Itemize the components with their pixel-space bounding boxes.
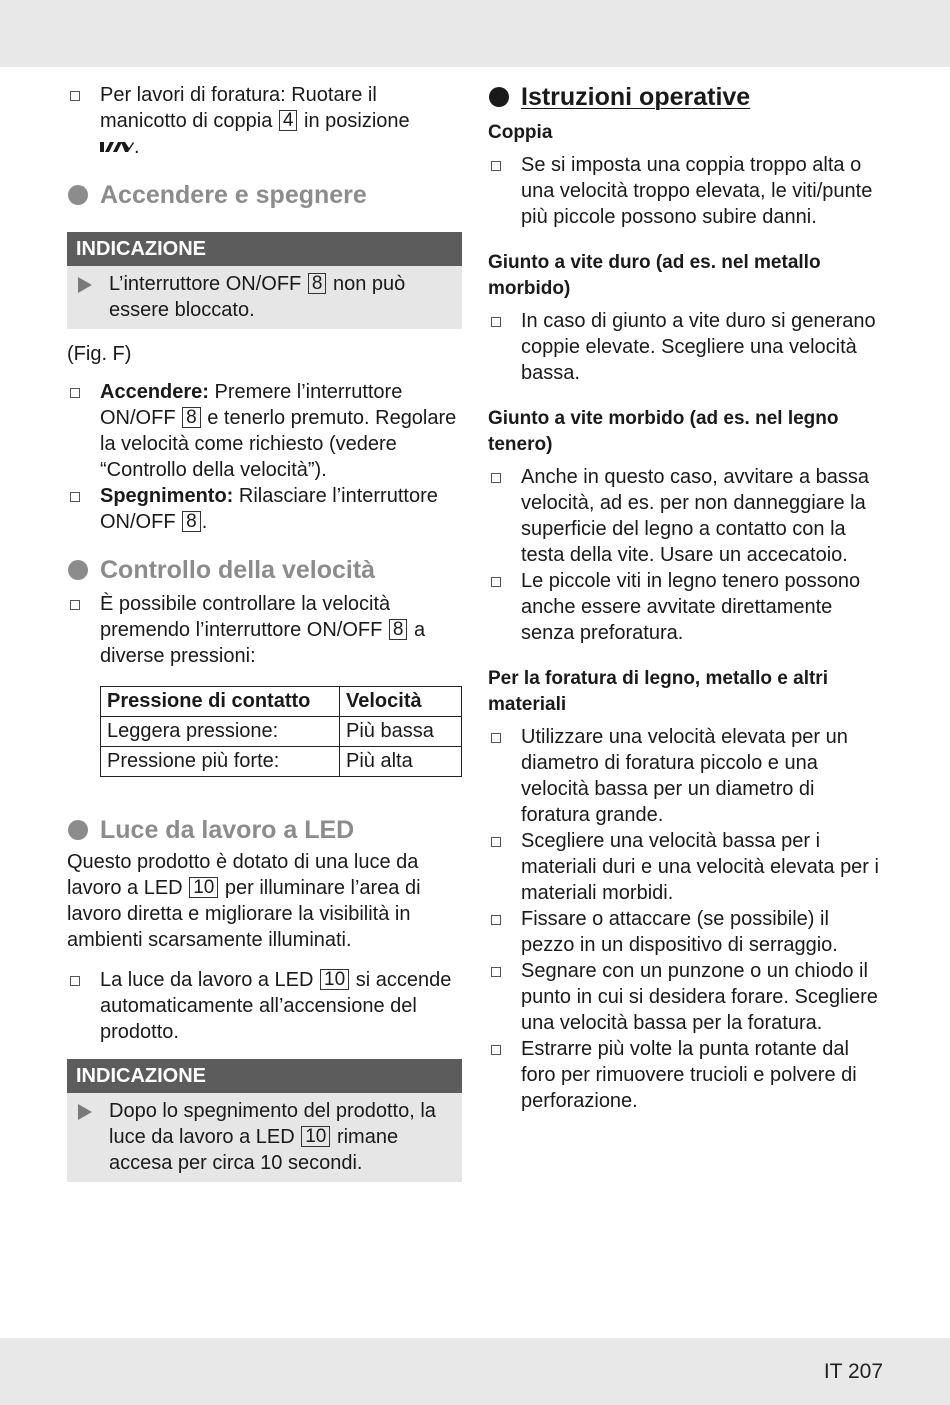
filled-circle-icon [68,560,88,580]
table-cell: Pressione più forte: [101,747,340,777]
left-column [67,82,462,1182]
list-item: Le piccole viti in legno tenero possono anche essere avvitate direttamente senza preforatura. [488,568,883,646]
checkbox-bullet-icon [70,600,80,610]
part-number: 10 [189,877,218,898]
note-title: INDICAZIONE [67,232,462,266]
checkbox-bullet-icon [491,317,501,327]
checkbox-bullet-icon [491,915,501,925]
part-number: 8 [389,619,408,640]
section-heading-operating: Istruzioni operative [488,82,883,112]
triangle-pointer-icon [78,1104,92,1120]
speed-table [100,686,462,777]
filled-circle-icon [68,820,88,840]
list-item: Accendere: Premere l’interruttore ON/OFF 8 e tenerlo premuto. Regolare la velocità come richiesto (vedere “Controllo della velocità”). [67,379,462,483]
part-number: 4 [279,110,298,131]
note-title: INDICAZIONE [67,1059,462,1093]
top-band [0,0,950,67]
list-item: Estrarre più volte la punta rotante dal foro per rimuovere trucioli e polvere di perforazione. [488,1036,883,1114]
list-item: Per lavori di foratura: Ruotare il manicotto di coppia 4 in posizione . [67,82,462,160]
checkbox-bullet-icon [491,161,501,171]
filled-circle-icon [489,87,509,107]
list-item: La luce da lavoro a LED 10 si accende automaticamente all’accensione del prodotto. [67,967,462,1045]
part-number: 10 [301,1126,330,1147]
list-item: Scegliere una velocità bassa per i materiali duri e una velocità elevata per i materiali morbidi. [488,828,883,906]
checkbox-bullet-icon [70,91,80,101]
note-box: INDICAZIONE Dopo lo spegnimento del prodotto, la luce da lavoro a LED 10 rimane accesa per circa 10 secondi. [67,1059,462,1182]
part-number: 8 [308,273,327,294]
list-item: Spegnimento: Rilasciare l’interruttore ON/OFF 8 . [67,483,462,535]
subheading-hard-joint: Giunto a vite duro (ad es. nel metallo morbido) [488,252,821,299]
checkbox-bullet-icon [491,1045,501,1055]
table-header: Velocità [340,687,462,717]
led-paragraph: Questo prodotto è dotato di una luce da lavoro a LED 10 per illuminare l’area di lavoro diretta e migliorare la visibilità in ambienti scarsamente illuminati. [67,851,421,951]
checkbox-bullet-icon [491,733,501,743]
section-heading-speed: Controllo della velocità [67,555,462,585]
filled-circle-icon [68,185,88,205]
triangle-pointer-icon [78,277,92,293]
list-item: È possibile controllare la velocità premendo l’interruttore ON/OFF 8 a diverse pressioni: [67,591,462,669]
table-cell: Più alta [340,747,462,777]
list-item: Segnare con un punzone o un chiodo il punto in cui si desidera forare. Scegliere una velocità bassa per la foratura. [488,958,883,1036]
checkbox-bullet-icon [70,976,80,986]
table-row [101,747,462,777]
footer-band [0,1338,950,1405]
table-cell: Leggera pressione: [101,717,340,747]
checkbox-bullet-icon [491,577,501,587]
figure-reference: (Fig. F) [67,343,132,365]
section-heading-led: Luce da lavoro a LED [67,815,462,845]
table-header-row [101,687,462,717]
table-cell: Più bassa [340,717,462,747]
checkbox-bullet-icon [491,473,501,483]
list-item: Fissare o attaccare (se possibile) il pezzo in un dispositivo di serraggio. [488,906,883,958]
list-item: Utilizzare una velocità elevata per un diametro di foratura piccolo e una velocità bassa per un diametro di foratura grande. [488,724,883,828]
checkbox-bullet-icon [70,388,80,398]
note-box: INDICAZIONE L’interruttore ON/OFF 8 non può essere bloccato. [67,232,462,329]
part-number: 10 [320,969,349,990]
list-item: Anche in questo caso, avvitare a bassa velocità, ad es. per non danneggiare la superficie del legno a contatto con la testa della vite. Usare un accecatoio. [488,464,883,568]
part-number: 8 [182,511,201,532]
table-header: Pressione di contatto [101,687,340,717]
subheading-drilling: Per la foratura di legno, metallo e altri materiali [488,668,828,715]
checkbox-bullet-icon [491,967,501,977]
section-heading-onoff: Accendere e spegnere [67,180,462,210]
subheading-coppia: Coppia [488,122,553,143]
right-column [488,82,883,1114]
checkbox-bullet-icon [491,837,501,847]
page-number: IT 207 [823,1360,883,1383]
part-number: 8 [182,407,201,428]
drill-symbol-icon [100,140,134,154]
list-item: In caso di giunto a vite duro si generano coppie elevate. Scegliere una velocità bassa. [488,308,883,386]
subheading-soft-joint: Giunto a vite morbido (ad es. nel legno tenero) [488,408,839,455]
table-row [101,717,462,747]
checkbox-bullet-icon [70,492,80,502]
list-item: Se si imposta una coppia troppo alta o una velocità troppo elevata, le viti/punte più piccole possono subire danni. [488,152,883,230]
